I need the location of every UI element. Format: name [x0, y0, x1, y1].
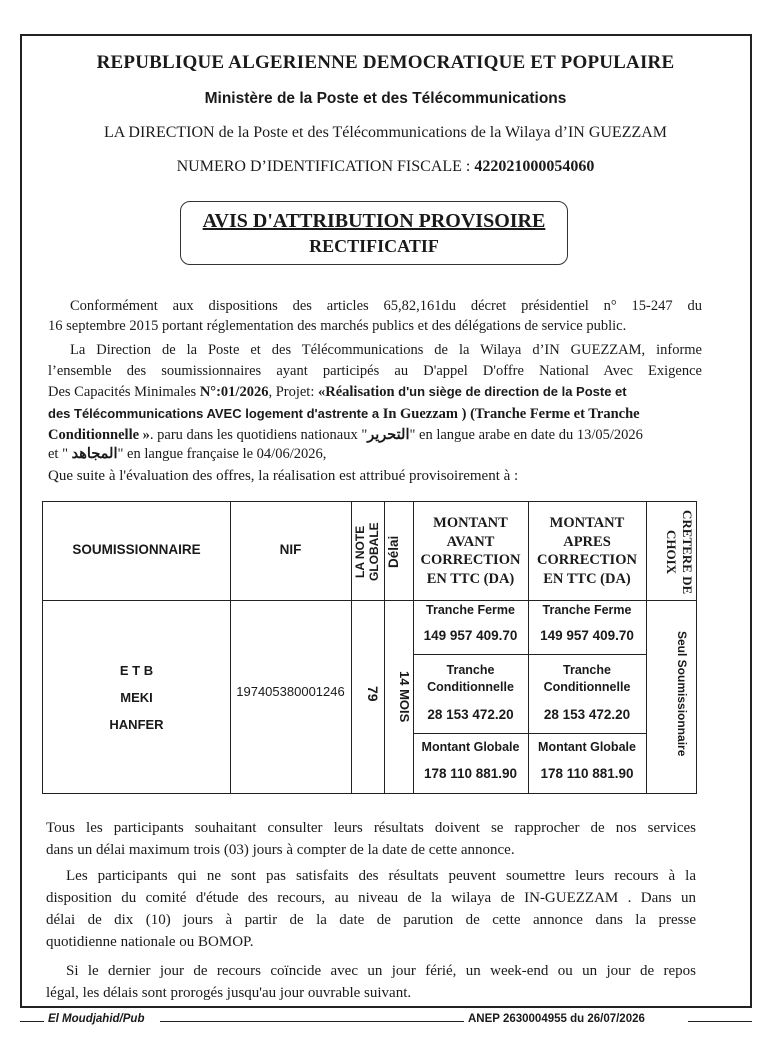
- fiscal-id-line: [0, 158, 771, 176]
- intro-line-1: Conformément aux dispositions des articles 65,82,161du décret présidentiel n° 15-247 du: [70, 298, 702, 314]
- tranche-ferme-label: Tranche Ferme: [426, 603, 515, 617]
- footer-rule: [160, 1021, 464, 1022]
- intro-line-6: [48, 404, 640, 424]
- header-line: CORRECTION: [420, 552, 521, 568]
- column-header-note: LA NOTE GLOBALE: [353, 522, 381, 582]
- footer-rule: [20, 1021, 44, 1022]
- label-line: Tranche: [563, 663, 611, 677]
- header-line: AVANT: [446, 533, 495, 550]
- notice-title: AVIS D'ATTRIBUTION PROVISOIRE: [202, 210, 546, 232]
- intro-line-7: [48, 425, 643, 445]
- fiscal-id-value: 422021000054060: [474, 158, 595, 175]
- bidder-nif: 197405380001246: [236, 684, 345, 699]
- column-header-soumissionnaire: SOUMISSIONNAIRE: [72, 542, 201, 557]
- project-name: Conditionnelle »: [48, 427, 150, 443]
- tranche-ferme-label: Tranche Ferme: [542, 603, 632, 617]
- label-line: Conditionnelle: [543, 680, 631, 694]
- footer-rule: [688, 1021, 752, 1022]
- intro-text: " en langue française le 04/06/2026,: [117, 446, 327, 462]
- closing-p2-line-2: disposition du comité d'étude des recours, au niveau de la wilaya de IN-GUEZZAM . Dans un: [46, 890, 696, 906]
- column-header-criterion: CRETERE DE CHOIX: [664, 509, 695, 595]
- label-line: Tranche: [446, 663, 495, 677]
- tranche-conditionnelle-after: 28 153 472.20: [543, 707, 631, 722]
- project-name: d'un siège de direction de la Poste et: [394, 384, 627, 399]
- closing-p2-line-3: délai de dix (10) jours à partir de la date de parution de cette annonce dans la presse: [46, 912, 696, 928]
- table-column-divider: [646, 502, 647, 793]
- fiscal-id-label: NUMERO D’IDENTIFICATION FISCALE :: [176, 158, 475, 175]
- bidder-delay: 14 MOIS: [397, 671, 412, 723]
- table-row-divider: [413, 654, 646, 655]
- column-header-amount-before: [413, 514, 528, 588]
- project-location: In Guezzam: [382, 406, 458, 422]
- intro-line-9: Que suite à l'évaluation des offres, la réalisation est attribué provisoirement à :: [48, 468, 519, 484]
- project-name: des Télécommunications AVEC logement d'astrente a: [48, 406, 383, 421]
- intro-text: et ": [48, 446, 72, 462]
- column-header-nif: NIF: [279, 542, 302, 557]
- intro-text: " en langue arabe en date du 13/05/2026: [409, 427, 643, 443]
- tranche-conditionnelle-label: [528, 662, 646, 696]
- tender-number: N°:01/2026: [199, 384, 269, 400]
- intro-text: Des Capacités Minimales: [48, 384, 200, 400]
- intro-line-4: l’ensemble des soumissionnaires ayant participés au D'appel D'offre National Avec Exigence: [48, 363, 702, 379]
- closing-p1-line-2: dans un délai maximum trois (03) jours à compter de la date de cette annonce.: [46, 842, 515, 858]
- bidder-name-line: HANFER: [109, 717, 164, 732]
- bidder-name-line: E T B: [119, 663, 154, 678]
- montant-globale-label: Montant Globale: [421, 740, 520, 754]
- intro-line-3: La Direction de la Poste et des Télécommunications de la Wilaya d’IN GUEZZAM, informe: [70, 342, 702, 358]
- header-line: CORRECTION: [537, 552, 637, 568]
- project-name: ) (Tranche Ferme et Tranche: [458, 406, 640, 422]
- column-header-amount-after: [528, 514, 646, 588]
- ministry-heading: Ministère de la Poste et des Télécommunications: [204, 90, 567, 107]
- table-column-divider: [351, 502, 352, 793]
- selection-criterion: Seul Soumissionnaire: [675, 631, 689, 757]
- closing-p2-line-1: Les participants qui ne sont pas satisfaits des résultats peuvent soumettre leurs recours à la: [66, 868, 696, 884]
- title-box: [180, 201, 568, 265]
- tranche-conditionnelle-before: 28 153 472.20: [427, 707, 514, 722]
- header-line: MONTANT: [433, 515, 508, 531]
- direction-heading: LA DIRECTION de la Poste et des Télécommunications de la Wilaya d’IN GUEZZAM: [103, 124, 668, 141]
- header-line: EN TTC (DA): [543, 570, 631, 587]
- tranche-ferme-before: 149 957 409.70: [423, 628, 518, 643]
- footer-anep-reference: ANEP 2630004955 du 26/07/2026: [468, 1013, 645, 1025]
- republic-heading: REPUBLIQUE ALGERIENNE DEMOCRATIQUE ET POPULAIRE: [96, 52, 675, 73]
- closing-p3-line-1: Si le dernier jour de recours coïncide avec un jour férié, un week-end ou un jour de repos: [66, 963, 696, 979]
- notice-subtitle: RECTIFICATIF: [309, 236, 439, 256]
- closing-p3-line-2: légal, les délais sont prorogés jusqu'au jour ouvrable suivant.: [46, 985, 412, 1001]
- intro-text: . paru dans les quotidiens nationaux ": [149, 427, 368, 443]
- closing-p2-line-4: quotidienne nationale ou BOMOP.: [46, 934, 254, 950]
- tranche-ferme-after: 149 957 409.70: [540, 628, 634, 643]
- montant-globale-after: 178 110 881.90: [540, 766, 634, 781]
- label-line: Conditionnelle: [427, 680, 514, 694]
- tranche-conditionnelle-label: [413, 662, 528, 696]
- award-table: [42, 501, 697, 794]
- arabic-newspaper-name: التحرير: [367, 427, 410, 443]
- footer-publication: El Moudjahid/Pub: [48, 1013, 145, 1025]
- table-header-divider: [43, 600, 696, 601]
- intro-line-8: [48, 444, 326, 464]
- column-header-delai: Délai: [386, 535, 401, 569]
- bidder-score: 79: [365, 686, 381, 702]
- montant-globale-before: 178 110 881.90: [423, 766, 518, 781]
- bidder-name-line: MEKI: [120, 690, 153, 705]
- header-line: MONTANT: [549, 515, 625, 531]
- table-row-divider: [413, 733, 646, 734]
- header-line: APRES: [563, 533, 611, 550]
- intro-text: , Projet:: [268, 384, 318, 400]
- french-newspaper-name: المجاهد: [71, 446, 118, 462]
- closing-p1-line-1: Tous les participants souhaitant consulter leurs résultats doivent se rapprocher de nos services: [46, 820, 696, 836]
- intro-line-2: 16 septembre 2015 portant réglementation des marchés publics et des délégations de service public.: [48, 318, 627, 334]
- project-name: «Réalisation: [318, 384, 395, 400]
- header-line: EN TTC (DA): [426, 570, 515, 587]
- bidder-name: [43, 657, 230, 738]
- table-column-divider: [384, 502, 385, 793]
- intro-line-5: [48, 382, 627, 402]
- montant-globale-label: Montant Globale: [538, 740, 636, 754]
